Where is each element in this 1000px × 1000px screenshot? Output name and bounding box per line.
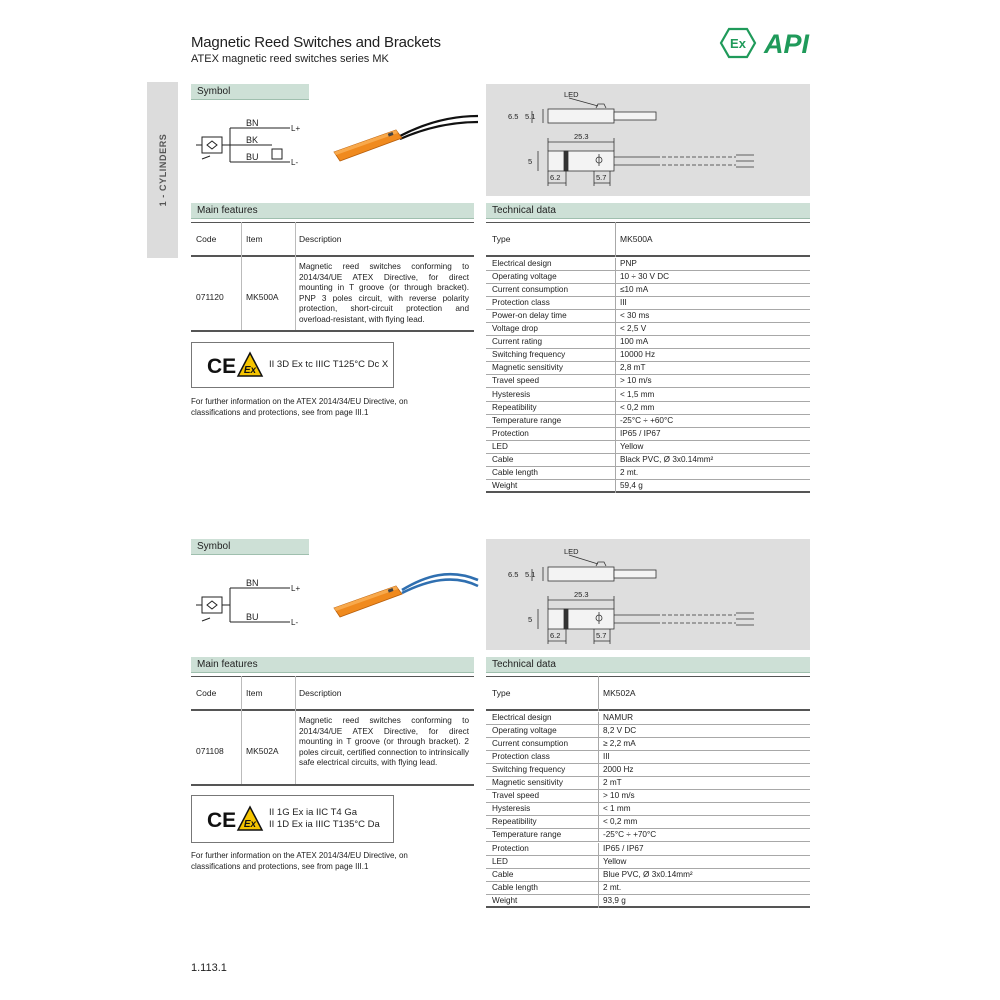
tech-row-label: LED xyxy=(492,856,508,866)
tech-row-label: Magnetic sensitivity xyxy=(492,363,563,373)
tech-row xyxy=(486,258,810,271)
tech-row xyxy=(486,323,810,336)
col-code: Code xyxy=(196,234,217,244)
dimension-drawing xyxy=(486,539,810,650)
tech-row-value: < 30 ms xyxy=(620,311,650,321)
ex-mark-icon xyxy=(236,805,264,833)
tech-row-value: 2 mT xyxy=(603,778,622,788)
svg-text:API: API xyxy=(764,29,810,59)
svg-text:6.2: 6.2 xyxy=(550,631,561,640)
tech-row-label: Travel speed xyxy=(492,791,540,801)
dimension-drawing xyxy=(486,84,810,196)
svg-text:6.2: 6.2 xyxy=(550,173,561,182)
ex-mark-icon xyxy=(236,351,264,379)
tech-row xyxy=(486,297,810,310)
circuit-symbol xyxy=(194,574,306,630)
svg-text:LED: LED xyxy=(564,90,579,99)
tech-row-label: Protection xyxy=(492,428,529,438)
tech-row xyxy=(486,402,810,415)
tech-row-label: Electrical design xyxy=(492,259,552,268)
row-description: Magnetic reed switches conforming to 2014/34/UE ATEX Directive, for direct mounting in T groove (or through bracket). 2 poles circuit, certified connection to intrinsically safe electrical circuits, with flying lead. xyxy=(299,716,469,768)
svg-text:5.1: 5.1 xyxy=(525,570,536,579)
tech-row xyxy=(486,738,810,751)
tech-row-label: Electrical design xyxy=(492,713,552,722)
tech-row xyxy=(486,375,810,388)
svg-text:L-: L- xyxy=(291,618,299,627)
tech-header: Technical data xyxy=(486,203,810,219)
svg-text:LED: LED xyxy=(564,547,579,556)
tech-row-label: Switching frequency xyxy=(492,765,566,775)
side-tab-label: 1 - CYLINDERS xyxy=(157,133,168,207)
ce-mark-icon xyxy=(207,353,237,378)
certification-box xyxy=(191,342,394,388)
tech-row-label: Protection class xyxy=(492,752,550,762)
symbol-header: Symbol xyxy=(191,539,309,555)
svg-text:5.7: 5.7 xyxy=(596,173,607,182)
cert-line: II 1D Ex ia IIIC T135°C Da xyxy=(269,819,380,830)
tech-row-label: Travel speed xyxy=(492,376,540,386)
tech-row-value: < 2,5 V xyxy=(620,324,647,334)
tech-row-label: Cable xyxy=(492,869,514,879)
features-table xyxy=(191,222,474,334)
tech-row-value: 93,9 g xyxy=(603,895,626,905)
svg-text:5.7: 5.7 xyxy=(596,631,607,640)
tech-row-label: Temperature range xyxy=(492,415,562,425)
ce-mark-icon xyxy=(207,807,237,832)
tech-row-value: 59,4 g xyxy=(620,480,643,490)
tech-row-value: < 0,2 mm xyxy=(603,817,638,827)
tech-row-label: Operating voltage xyxy=(492,272,557,282)
tech-row xyxy=(486,454,810,467)
sensor-photo xyxy=(330,560,480,622)
tech-type-label: Type xyxy=(492,688,511,698)
col-code: Code xyxy=(196,688,217,698)
tech-row xyxy=(486,764,810,777)
ex-logo xyxy=(720,27,756,59)
row-code: 071108 xyxy=(196,746,224,756)
tech-row xyxy=(486,869,810,882)
tech-row-value: 100 mA xyxy=(620,337,649,347)
tech-row-label: Hysteresis xyxy=(492,389,531,399)
tech-row-value: ≥ 2,2 mA xyxy=(603,739,636,749)
tech-row-label: Weight xyxy=(492,480,518,490)
tech-row-value: 10 ÷ 30 V DC xyxy=(620,272,670,282)
tech-row xyxy=(486,751,810,764)
tech-row-label: Weight xyxy=(492,895,518,905)
row-description: Magnetic reed switches conforming to 2014/34/UE ATEX Directive, for direct mounting in T groove (or through bracket). PNP 3 poles circuit, with reverse polarity protection, short-circuit protection and overload-resistant, with flying lead. xyxy=(299,262,469,324)
tech-row-value: < 0,2 mm xyxy=(620,402,655,412)
tech-row xyxy=(486,895,810,908)
tech-row-value: Yellow xyxy=(620,441,644,451)
tech-row-value: -25°C ÷ +70°C xyxy=(603,830,657,840)
tech-row-label: Power-on delay time xyxy=(492,311,567,321)
col-item: Item xyxy=(246,688,263,698)
tech-row xyxy=(486,441,810,454)
tech-header: Technical data xyxy=(486,657,810,673)
tech-row xyxy=(486,829,810,842)
atex-info: For further information on the ATEX 2014/34/EU Directive, on classifications and protections, see from page III.1 xyxy=(191,851,408,871)
svg-text:6.5: 6.5 xyxy=(508,112,519,121)
col-item: Item xyxy=(246,234,263,244)
side-tab[interactable] xyxy=(147,82,178,258)
tech-row xyxy=(486,790,810,803)
page-title: Magnetic Reed Switches and Brackets xyxy=(191,34,441,51)
sensor-photo xyxy=(330,108,480,170)
col-description: Description xyxy=(299,688,342,698)
dimension-svg xyxy=(486,539,810,650)
certification-box xyxy=(191,795,394,843)
tech-row-label: Switching frequency xyxy=(492,350,566,360)
tech-row-label: Operating voltage xyxy=(492,726,557,736)
svg-text:5: 5 xyxy=(528,615,533,624)
tech-row xyxy=(486,310,810,323)
tech-row xyxy=(486,349,810,362)
svg-text:L-: L- xyxy=(291,158,299,167)
tech-row-label: Protection xyxy=(492,843,529,853)
tech-row-value: III xyxy=(620,298,627,308)
tech-row xyxy=(486,777,810,790)
tech-row-value: PNP xyxy=(620,259,637,268)
tech-type-label: Type xyxy=(492,234,511,244)
tech-row-label: Current rating xyxy=(492,337,543,347)
tech-row-value: Black PVC, Ø 3x0.14mm² xyxy=(620,454,714,464)
tech-row-value: 2,8 mT xyxy=(620,363,646,373)
svg-text:25.3: 25.3 xyxy=(574,132,589,141)
page-subtitle: ATEX magnetic reed switches series MK xyxy=(191,53,389,65)
col-description: Description xyxy=(299,234,342,244)
tech-row-label: Repeatibility xyxy=(492,402,537,412)
tech-row xyxy=(486,284,810,297)
tech-table-head xyxy=(486,676,810,711)
svg-text:6.5: 6.5 xyxy=(508,570,519,579)
tech-row-label: Temperature range xyxy=(492,830,562,840)
svg-text:CE: CE xyxy=(207,809,237,832)
tech-row xyxy=(486,803,810,816)
tech-row xyxy=(486,415,810,428)
cert-line: II 1G Ex ia IIC T4 Ga xyxy=(269,807,357,818)
tech-row-label: Protection class xyxy=(492,298,550,308)
features-header: Main features xyxy=(191,203,474,219)
tech-row xyxy=(486,428,810,441)
svg-text:BU: BU xyxy=(246,612,259,622)
tech-row-value: Yellow xyxy=(603,856,627,866)
tech-row-value: -25°C ÷ +60°C xyxy=(620,415,674,425)
tech-row-value: 10000 Hz xyxy=(620,350,656,360)
tech-row xyxy=(486,336,810,349)
tech-row-value: 2 mt. xyxy=(603,882,622,892)
circuit-symbol xyxy=(194,116,306,172)
svg-text:Ex: Ex xyxy=(243,819,257,830)
tech-row-value: < 1 mm xyxy=(603,804,631,814)
svg-text:BU: BU xyxy=(246,152,259,162)
tech-row xyxy=(486,856,810,869)
atex-info: For further information on the ATEX 2014/34/EU Directive, on classifications and protections, see from page III.1 xyxy=(191,397,408,417)
page-number: 1.113.1 xyxy=(191,962,227,974)
tech-row-label: Cable xyxy=(492,454,514,464)
tech-table xyxy=(486,676,810,916)
tech-row-label: Current consumption xyxy=(492,285,568,295)
tech-row-label: Current consumption xyxy=(492,739,568,749)
svg-text:BK: BK xyxy=(246,135,259,145)
tech-type-value: MK500A xyxy=(620,234,653,244)
tech-row-value: III xyxy=(603,752,610,762)
api-logo xyxy=(762,25,812,59)
svg-text:25.3: 25.3 xyxy=(574,590,589,599)
tech-row-label: Repeatibility xyxy=(492,817,537,827)
tech-type-value: MK502A xyxy=(603,688,636,698)
tech-row xyxy=(486,816,810,829)
features-table xyxy=(191,676,474,788)
tech-row-value: IP65 / IP67 xyxy=(603,843,644,853)
tech-table xyxy=(486,222,810,492)
dimension-svg xyxy=(486,84,810,196)
row-item: MK500A xyxy=(246,292,279,302)
tech-row xyxy=(486,389,810,402)
tech-row-label: Magnetic sensitivity xyxy=(492,778,563,788)
tech-row xyxy=(486,480,810,493)
tech-row-label: Hysteresis xyxy=(492,804,531,814)
tech-row xyxy=(486,362,810,375)
tech-row-label: Cable length xyxy=(492,882,538,892)
cert-line: II 3D Ex tc IIIC T125°C Dc X xyxy=(269,359,389,370)
svg-text:Ex: Ex xyxy=(730,36,746,51)
svg-text:L+: L+ xyxy=(291,124,301,133)
tech-row xyxy=(486,882,810,895)
tech-row-label: LED xyxy=(492,441,508,451)
svg-text:Ex: Ex xyxy=(243,365,257,376)
tech-row-value: ≤10 mA xyxy=(620,285,649,295)
tech-row-value: IP65 / IP67 xyxy=(620,428,661,438)
tech-row-label: Cable length xyxy=(492,467,538,477)
tech-row-value: Blue PVC, Ø 3x0.14mm² xyxy=(603,869,693,879)
tech-row-value: > 10 m/s xyxy=(620,376,652,386)
svg-text:BN: BN xyxy=(246,118,259,128)
svg-text:5: 5 xyxy=(528,157,533,166)
row-item: MK502A xyxy=(246,746,279,756)
tech-row-value: < 1,5 mm xyxy=(620,389,655,399)
tech-row xyxy=(486,271,810,284)
tech-row xyxy=(486,725,810,738)
features-header: Main features xyxy=(191,657,474,673)
tech-row-value: > 10 m/s xyxy=(603,791,635,801)
tech-row xyxy=(486,712,810,725)
tech-row xyxy=(486,467,810,480)
symbol-header: Symbol xyxy=(191,84,309,100)
row-code: 071120 xyxy=(196,292,224,302)
tech-row-label: Voltage drop xyxy=(492,324,538,334)
tech-row xyxy=(486,843,810,856)
svg-text:5.1: 5.1 xyxy=(525,112,536,121)
tech-row-value: 2000 Hz xyxy=(603,765,634,775)
svg-text:L+: L+ xyxy=(291,584,301,593)
tech-row-value: 2 mt. xyxy=(620,467,639,477)
svg-text:BN: BN xyxy=(246,578,259,588)
tech-row-value: 8,2 V DC xyxy=(603,726,637,736)
svg-text:CE: CE xyxy=(207,355,237,378)
tech-row-value: NAMUR xyxy=(603,713,634,722)
